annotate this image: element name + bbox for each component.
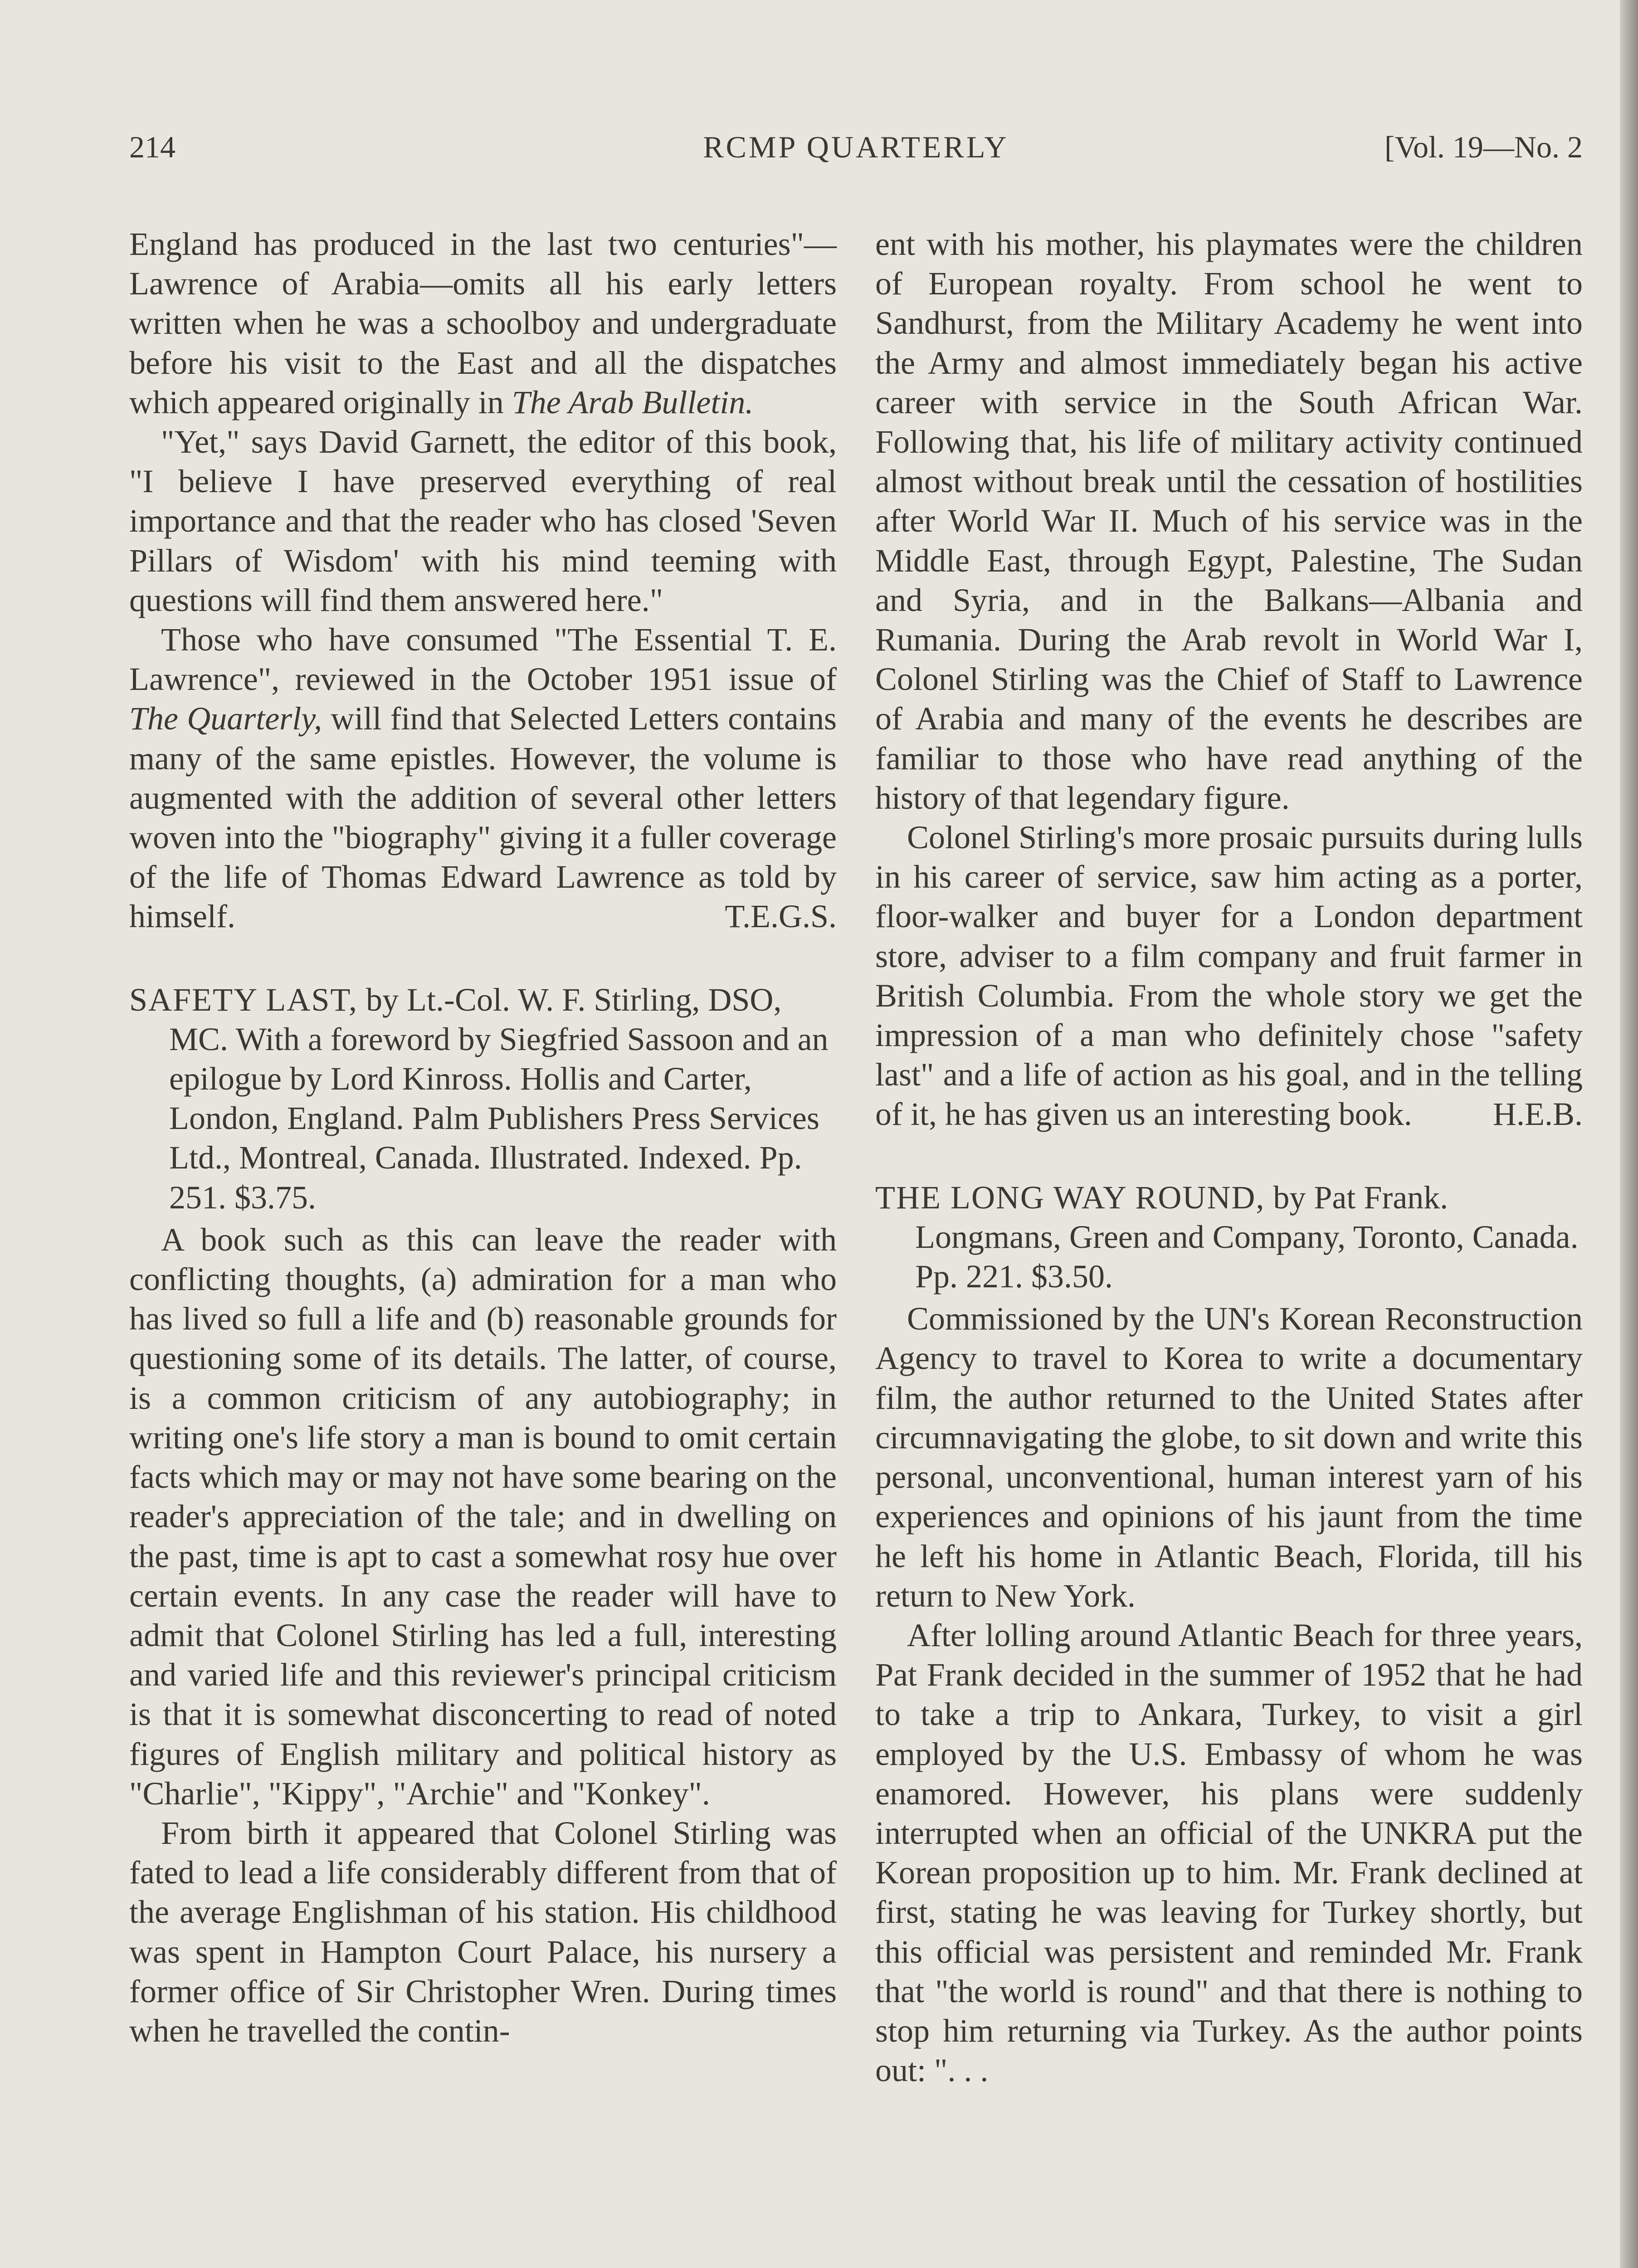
page-edge-shadow xyxy=(1620,0,1638,2268)
page-header xyxy=(129,129,1583,179)
journal-title: RCMP QUARTERLY xyxy=(703,130,1009,164)
book-citation: by Pat Frank. Longmans, Green and Company, Toronto, Canada. Pp. 221. $3.50. xyxy=(915,1179,1579,1295)
paragraph: ent with his mother, his playmates were the children of European royalty. From school he went to Sandhurst, from the Military Academy he went into the Army and almost immediately began his active career with service in the South African War. Following that, his life of military activity continued almost without break until the cessation of hostilities after World War II. Much of his service was in the Middle East, through Egypt, Palestine, The Sudan and Syria, and in the Balkans—Albania and Rumania. During the Arab revolt in World War I, Colonel Stirling was the Chief of Staff to Lawrence of Arabia and many of the events he describes are familiar to those who have read anything of the history of that legendary figure. xyxy=(875,226,1583,816)
page-number: 214 xyxy=(129,130,176,164)
reviewer-initials: T.E.G.S. xyxy=(725,898,837,935)
reviewer-initials: H.E.B. xyxy=(1493,1096,1583,1133)
paragraph: From birth it appeared that Colonel Stirling was fated to lead a life considerably different from that of the average Englishman of his station. His childhood was spent in Hampton Court Palace, his nursery a former office of Sir Christopher Wren. During times when he travelled the contin- xyxy=(129,1814,837,2049)
right-column xyxy=(875,225,1583,2090)
paragraph: Colonel Stirling's more prosaic pursuits during lulls in his career of service, saw him acting as a porter, floor-walker and buyer for a London department store, adviser to a film company and fruit farmer in British Columbia. From the whole story we get the impression of a man who definitely chose "safety last" and a life of action as his goal, and in the telling of it, he has given us an interesting book. H.E.B. xyxy=(875,818,1583,1134)
italic-title: The Arab Bulletin. xyxy=(512,384,754,420)
paragraph: After lolling around Atlantic Beach for three years, Pat Frank decided in the summer of 1952 that he had to take a trip to Ankara, Turkey, to visit a girl employed by the U.S. Embassy of whom he was enamored. However, his plans were suddenly interrupted when an official of the UNKRA put the Korean proposition up to him. Mr. Frank declined at first, stating he was leaving for Turkey shortly, but this official was persistent and reminded Mr. Frank that "the world is round" and that there is nothing to stop him returning via Turkey. As the author points out: ". . . xyxy=(875,1617,1583,2089)
paragraph: Those who have consumed "The Essential T. E. Lawrence", reviewed in the October 1951 issue of The Quarterly, will find that Selected Letters contains many of the same epistles. However, the volume is augmented with the addition of several other letters woven into the "biography" giving it a fuller coverage of the life of Thomas Edward Lawrence as told by himself. T.E.G.S. xyxy=(129,620,837,937)
paragraph: Commissioned by the UN's Korean Reconstruction Agency to travel to Korea to write a documentary film, the author returned to the United States after circumnavigating the globe, to sit down and write this personal, unconventional, human interest yarn of his experiences and opinions of his jaunt from the time he left his home in Atlantic Beach, Florida, till his return to New York. xyxy=(875,1300,1583,1614)
paragraph: England has produced in the last two centuries"—Lawrence of Arabia—omits all his early letters written when he was a schoolboy and undergraduate before his visit to the East and all the dispatches which appeared originally in The Arab Bulletin. xyxy=(129,226,837,420)
paragraph: A book such as this can leave the reader with conflicting thoughts, (a) admiration for a man who has lived so full a life and (b) reasonable grounds for questioning some of its details. The latter, of course, is a common criticism of any autobiography; in writing one's life story a man is bound to omit certain facts which may or may not have some bearing on the reader's appreciation of the tale; and in dwelling on the past, time is apt to cast a somewhat rosy hue over certain events. In any case the reader will have to admit that Colonel Stirling has led a full, interesting and varied life and this reviewer's principal criticism is that it is somewhat disconcerting to read of noted figures of English military and political history as "Charlie", "Kippy", "Archie" and "Konkey". xyxy=(129,1221,837,1812)
left-column xyxy=(129,225,837,2051)
book-title: THE LONG WAY ROUND, xyxy=(875,1179,1265,1216)
review-heading-safety-last xyxy=(129,980,837,1217)
book-citation: by Lt.-Col. W. F. Stirling, DSO, MC. With a foreword by Siegfried Sassoon and an epilogue by Lord Kinross. Hollis and Carter, London, England. Palm Publishers Press Services Ltd., Montreal, Canada. Illustrated. Indexed. Pp. 251. $3.75. xyxy=(169,981,829,1216)
italic-title: The Quarterly, xyxy=(129,700,322,737)
review-heading-long-way-round xyxy=(875,1178,1583,1297)
book-title: SAFETY LAST, xyxy=(129,981,358,1018)
volume-issue: [Vol. 19—No. 2 xyxy=(1384,130,1583,164)
paragraph: "Yet," says David Garnett, the editor of this book, "I believe I have preserved everything of real importance and that the reader who has closed 'Seven Pillars of Wisdom' with his mind teeming with questions will find them answered here." xyxy=(129,424,837,618)
